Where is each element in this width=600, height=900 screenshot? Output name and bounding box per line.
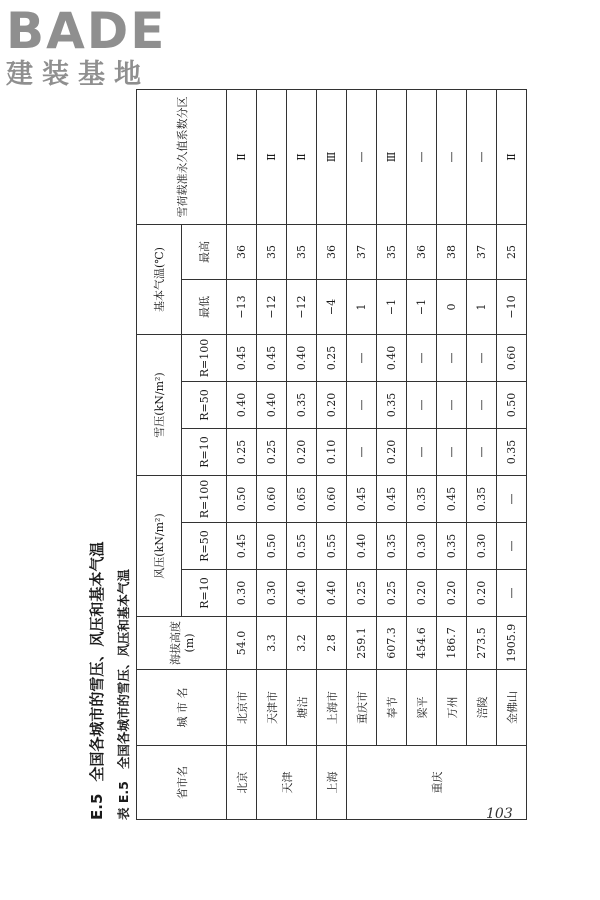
- wind-r100-cell: 0.35: [467, 476, 497, 523]
- city-cell: 塘沽: [287, 670, 317, 746]
- province-cell: 重庆: [347, 746, 527, 820]
- temp-max-cell: 36: [227, 224, 257, 279]
- header-wind-r100: R=100: [182, 476, 227, 523]
- temp-max-cell: 35: [377, 224, 407, 279]
- wind-r10-cell: 0.40: [287, 570, 317, 617]
- wind-r100-cell: 0.45: [377, 476, 407, 523]
- snow-r10-cell: —: [407, 429, 437, 476]
- snow-zone-cell: —: [437, 89, 467, 224]
- table-number: 表 E.5: [116, 781, 131, 820]
- logo-wordmark: BADE: [6, 2, 167, 60]
- header-wind-pressure: 风压(kN/m²): [137, 476, 182, 617]
- snow-r100-cell: 0.25: [317, 335, 347, 382]
- brand-logo: [6, 4, 181, 90]
- table-row: [377, 89, 407, 819]
- snow-zone-cell: —: [347, 89, 377, 224]
- altitude-cell: 273.5: [467, 617, 497, 670]
- temp-max-cell: 37: [467, 224, 497, 279]
- header-wind-r50: R=50: [182, 523, 227, 570]
- temp-max-cell: 35: [287, 224, 317, 279]
- header-city: 城 市 名: [137, 670, 227, 746]
- table-row: [437, 89, 467, 819]
- temp-max-cell: 38: [437, 224, 467, 279]
- altitude-cell: 54.0: [227, 617, 257, 670]
- city-cell: 涪陵: [467, 670, 497, 746]
- snow-r50-cell: 0.35: [287, 382, 317, 429]
- altitude-cell: 3.3: [257, 617, 287, 670]
- table-row: [227, 89, 257, 819]
- temp-max-cell: 36: [407, 224, 437, 279]
- snow-r50-cell: 0.40: [227, 382, 257, 429]
- snow-zone-cell: Ⅱ: [227, 89, 257, 224]
- header-snow-zone: 雪荷载准永久值系数分区: [137, 89, 227, 224]
- temp-min-cell: 1: [467, 280, 497, 335]
- snow-zone-cell: Ⅱ: [257, 89, 287, 224]
- snow-r10-cell: —: [437, 429, 467, 476]
- table-title-text: 全国各城市的雪压、风压和基本气温: [116, 569, 131, 770]
- wind-r10-cell: —: [497, 570, 527, 617]
- wind-r50-cell: 0.40: [347, 523, 377, 570]
- snow-r10-cell: 0.10: [317, 429, 347, 476]
- wind-r100-cell: 0.65: [287, 476, 317, 523]
- header-wind-r10: R=10: [182, 570, 227, 617]
- snow-r100-cell: —: [407, 335, 437, 382]
- wind-r10-cell: 0.20: [407, 570, 437, 617]
- temp-min-cell: 1: [347, 280, 377, 335]
- wind-r50-cell: 0.30: [467, 523, 497, 570]
- temp-max-cell: 35: [257, 224, 287, 279]
- snow-zone-cell: Ⅲ: [377, 89, 407, 224]
- snow-r50-cell: —: [437, 382, 467, 429]
- altitude-cell: 454.6: [407, 617, 437, 670]
- snow-r10-cell: 0.35: [497, 429, 527, 476]
- wind-r100-cell: 0.35: [407, 476, 437, 523]
- temp-max-cell: 25: [497, 224, 527, 279]
- altitude-cell: 259.1: [347, 617, 377, 670]
- wind-r50-cell: 0.55: [287, 523, 317, 570]
- province-cell: 上海: [317, 746, 347, 820]
- snow-r10-cell: —: [467, 429, 497, 476]
- city-cell: 重庆市: [347, 670, 377, 746]
- wind-r50-cell: 0.35: [377, 523, 407, 570]
- city-cell: 奉节: [377, 670, 407, 746]
- table-row: [257, 89, 287, 819]
- snow-zone-cell: Ⅱ: [287, 89, 317, 224]
- header-snow-pressure: 雪压(kN/m²): [137, 335, 182, 476]
- temp-max-cell: 36: [317, 224, 347, 279]
- snow-r10-cell: 0.25: [257, 429, 287, 476]
- table-row: [407, 89, 437, 819]
- table-row: [317, 89, 347, 819]
- table-caption: [114, 90, 132, 820]
- header-province: 省市名: [137, 746, 227, 820]
- wind-r10-cell: 0.40: [317, 570, 347, 617]
- snow-r10-cell: —: [347, 429, 377, 476]
- temp-max-cell: 37: [347, 224, 377, 279]
- city-cell: 金佛山: [497, 670, 527, 746]
- snow-r50-cell: —: [347, 382, 377, 429]
- rotated-content: [86, 90, 519, 820]
- section-title-text: 全国各城市的雪压、风压和基本气温: [88, 541, 106, 782]
- table-row: [497, 89, 527, 819]
- snow-r100-cell: 0.40: [287, 335, 317, 382]
- snow-r50-cell: —: [407, 382, 437, 429]
- wind-r100-cell: 0.60: [257, 476, 287, 523]
- wind-r50-cell: —: [497, 523, 527, 570]
- altitude-cell: 186.7: [437, 617, 467, 670]
- altitude-cell: 2.8: [317, 617, 347, 670]
- wind-r10-cell: 0.25: [347, 570, 377, 617]
- table-row: [467, 89, 497, 819]
- temp-min-cell: −12: [257, 280, 287, 335]
- city-cell: 万州: [437, 670, 467, 746]
- snow-r10-cell: 0.20: [287, 429, 317, 476]
- snow-r100-cell: 0.40: [377, 335, 407, 382]
- header-basic-temperature: 基本气温(℃): [137, 224, 182, 334]
- snow-r50-cell: 0.50: [497, 382, 527, 429]
- page-number: 103: [486, 806, 513, 822]
- table-row: [287, 89, 317, 819]
- snow-r50-cell: —: [467, 382, 497, 429]
- temp-min-cell: −13: [227, 280, 257, 335]
- wind-r50-cell: 0.35: [437, 523, 467, 570]
- temp-min-cell: 0: [437, 280, 467, 335]
- city-cell: 上海市: [317, 670, 347, 746]
- snow-zone-cell: —: [407, 89, 437, 224]
- temp-min-cell: −1: [407, 280, 437, 335]
- wind-r100-cell: 0.45: [347, 476, 377, 523]
- snow-r100-cell: 0.45: [227, 335, 257, 382]
- temp-min-cell: −1: [377, 280, 407, 335]
- city-cell: 梁平: [407, 670, 437, 746]
- wind-r100-cell: —: [497, 476, 527, 523]
- city-cell: 天津市: [257, 670, 287, 746]
- snow-r100-cell: —: [347, 335, 377, 382]
- snow-r10-cell: 0.25: [227, 429, 257, 476]
- wind-r50-cell: 0.55: [317, 523, 347, 570]
- snow-r10-cell: 0.20: [377, 429, 407, 476]
- header-temp-min: 最低: [182, 280, 227, 335]
- province-cell: 北京: [227, 746, 257, 820]
- header-altitude: 海拔高度(m): [137, 617, 227, 670]
- wind-r10-cell: 0.20: [467, 570, 497, 617]
- snow-zone-cell: Ⅲ: [317, 89, 347, 224]
- wind-r10-cell: 0.30: [227, 570, 257, 617]
- wind-r100-cell: 0.50: [227, 476, 257, 523]
- wind-r100-cell: 0.45: [437, 476, 467, 523]
- temp-min-cell: −12: [287, 280, 317, 335]
- header-snow-r100: R=100: [182, 335, 227, 382]
- snow-r100-cell: —: [467, 335, 497, 382]
- wind-r10-cell: 0.20: [437, 570, 467, 617]
- city-cell: 北京市: [227, 670, 257, 746]
- header-snow-r50: R=50: [182, 382, 227, 429]
- snow-r100-cell: 0.45: [257, 335, 287, 382]
- climate-table: [136, 89, 527, 820]
- temp-min-cell: −10: [497, 280, 527, 335]
- snow-zone-cell: —: [467, 89, 497, 224]
- snow-zone-cell: Ⅱ: [497, 89, 527, 224]
- snow-r50-cell: 0.40: [257, 382, 287, 429]
- altitude-cell: 607.3: [377, 617, 407, 670]
- header-temp-max: 最高: [182, 224, 227, 279]
- wind-r10-cell: 0.25: [377, 570, 407, 617]
- table-row: [347, 89, 377, 819]
- snow-r100-cell: 0.60: [497, 335, 527, 382]
- snow-r50-cell: 0.20: [317, 382, 347, 429]
- wind-r100-cell: 0.60: [317, 476, 347, 523]
- wind-r50-cell: 0.45: [227, 523, 257, 570]
- snow-r100-cell: —: [437, 335, 467, 382]
- altitude-cell: 3.2: [287, 617, 317, 670]
- header-snow-r10: R=10: [182, 429, 227, 476]
- section-number: E.5: [88, 793, 106, 820]
- wind-r10-cell: 0.30: [257, 570, 287, 617]
- altitude-cell: 1905.9: [497, 617, 527, 670]
- temp-min-cell: −4: [317, 280, 347, 335]
- logo-subtitle: 建装基地: [6, 59, 150, 90]
- province-cell: 天津: [257, 746, 317, 820]
- header-row-1: [137, 89, 182, 819]
- wind-r50-cell: 0.50: [257, 523, 287, 570]
- snow-r50-cell: 0.35: [377, 382, 407, 429]
- wind-r50-cell: 0.30: [407, 523, 437, 570]
- section-heading: [86, 90, 107, 820]
